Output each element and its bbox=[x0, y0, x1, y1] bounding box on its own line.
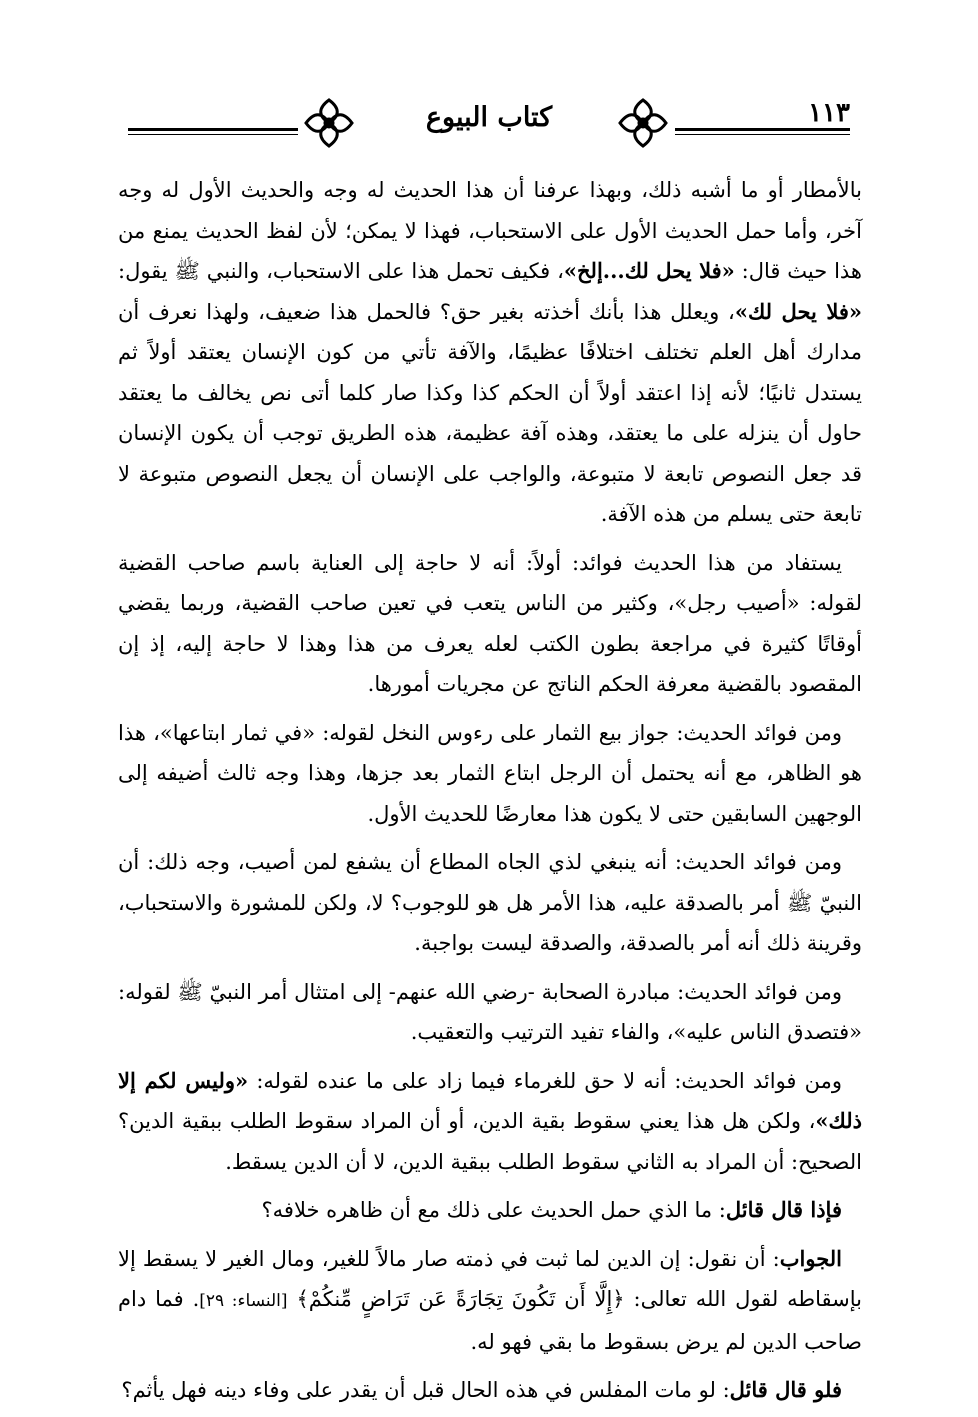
paragraph bbox=[118, 1061, 862, 1183]
text-segment: : لو مات المفلس في هذه الحال قبل أن يقدر على وفاء دينه فهل يأثم؟ bbox=[121, 1378, 730, 1402]
text-segment: ، فكيف تحمل هذا على الاستحباب، والنبي ﷺ يقول: bbox=[118, 259, 564, 283]
paragraph bbox=[118, 1190, 862, 1231]
bold-text: «وليس لكم إلا ذلك» bbox=[118, 1067, 862, 1133]
header-thin-rule-right bbox=[675, 134, 850, 135]
text-segment: ومن فوائد الحديث: جواز بيع الثمار على رءوس النخل لقوله: «في ثمار ابتاعها»، هذا هو الظاهر، مع أنه يحتمل أن الرجل ابتاع الثمار بعد جزها، وهذا وجه ثالث أضيفه إلى الوجهين السابقين حتى لا يكون هذا معارضًا للحديث الأول. bbox=[118, 720, 862, 826]
paragraph bbox=[118, 543, 862, 705]
text-segment: . فما دام صاحب الدين لم يرض بسقوط ما بقي فهو له. bbox=[118, 1287, 862, 1354]
bold-text: «فلا يحل لك...إلخ» bbox=[563, 258, 735, 283]
page-header bbox=[128, 92, 850, 152]
book-title: كتاب البيوع bbox=[425, 102, 553, 133]
bold-text: «فلا يحل لك» bbox=[734, 298, 863, 324]
text-segment: ومن فوائد الحديث: أنه لا حق للغرماء فيما زاد على ما عنده لقوله: bbox=[248, 1068, 843, 1093]
paragraph bbox=[118, 972, 862, 1053]
text-segment: ومن فوائد الحديث: مبادرة الصحابة -رضي الله عنهم- إلى امتثال أمر النبيّ ﷺ لقوله: «فتصدق الناس عليه»، والفاء تفيد الترتيب والتعقيب. bbox=[118, 979, 862, 1044]
paragraph bbox=[118, 170, 862, 535]
text-segment: ومن فوائد الحديث: أنه ينبغي لذي الجاه المطاع أن يشفع لمن أصيب، وجه ذلك: أن النبيّ ﷺ أمر بالصدقة عليه، هذا الأمر هل هو للوجوب؟ لا، ولكن للمشورة والاستحباب، وقرينة ذلك أنه أمر بالصدقة، والصدقة ليست بواجبة. bbox=[118, 850, 862, 955]
text-segment: بالأمطار أو ما أشبه ذلك، وبهذا عرفنا أن هذا الحديث له وجه والحديث الأول له وجه آخر، وأما حمل الحديث الأول على الاستحباب، فهذا لا يمكن؛ لأن لفظ الحديث يمنع من هذا حيث قال: bbox=[118, 178, 863, 283]
paragraph bbox=[118, 1370, 862, 1411]
text-segment: ، ولكن هل هذا يعني سقوط بقية الدين، أو أن المراد سقوط الطلب ببقية الدين؟ الصحيح: أن المراد به الثاني سقوط الطلب ببقية الدين، لا أن الدين يسقط. bbox=[118, 1109, 862, 1174]
paragraph bbox=[118, 842, 862, 964]
header-rule-left bbox=[128, 128, 298, 131]
paragraph bbox=[118, 1239, 862, 1363]
bold-text: الجواب bbox=[779, 1245, 842, 1271]
page-number: ١١٣ bbox=[808, 98, 850, 128]
body-text bbox=[118, 170, 862, 1411]
text-segment: ، ويعلل هذا بأنك أخذته بغير حق؟ فالحمل هذا ضعيف، ولهذا نعرف أن مدارك أهل العلم تختلف اختلافًا عظيمًا، والآفة تأتي من كون الإنسان يعتقد أولاً ثم يستدل ثانيًا؛ لأنه إذا اعتقد أولاً أن الحكم كذا وكذا صار كلما أتى نص يخالف ما يعتقد حاول أن ينزله على ما يعتقد، وهذه آفة عظيمة، هذه الطريق توجب أن يكون الإنسان قد جعل النصوص تابعة لا متبوعة، والواجب على الإنسان أن يجعل النصوص متبوعة لا تابعة حتى يسلم من هذه الآفة. bbox=[118, 299, 862, 526]
header-thin-rule-left bbox=[128, 134, 298, 135]
header-ornament-left-icon bbox=[300, 94, 358, 152]
text-segment: : أن نقول: إن الدين لما ثبت في ذمته صار مالاً للغير، ومال الغير لا يسقط إلا بإسقاطه لقول الله تعالى: ﴿إِلَّا أَن تَكُونَ تِجَارَةً عَن تَرَاضٍ مِّنكُمْ﴾ bbox=[118, 1246, 862, 1311]
header-rule-right bbox=[675, 128, 850, 131]
text-segment: : ما الذي حمل الحديث على ذلك مع أن ظاهره خلافه؟ bbox=[261, 1198, 726, 1222]
text-segment: يستفاد من هذا الحديث فوائد: أولاً: أنه لا حاجة إلى العناية باسم صاحب القضية لقوله: «أصيب رجل»، وكثير من الناس يتعب في تعين صاحب القضية، وربما يقضي أوقاتًا كثيرة في مراجعة بطون الكتب لعله يعرف من هذا وهذا لا حاجة إليه، إذ إن المقصود بالقضية معرفة الحكم الناتج عن مجريات أمورها. bbox=[118, 550, 862, 696]
bold-text: فإذا قال قائل bbox=[725, 1197, 842, 1222]
bold-text: فلو قال قائل bbox=[729, 1377, 842, 1402]
text-segment: [النساء: ٢٩] bbox=[199, 1291, 288, 1311]
paragraph bbox=[118, 713, 862, 835]
header-ornament-right-icon bbox=[614, 94, 672, 152]
